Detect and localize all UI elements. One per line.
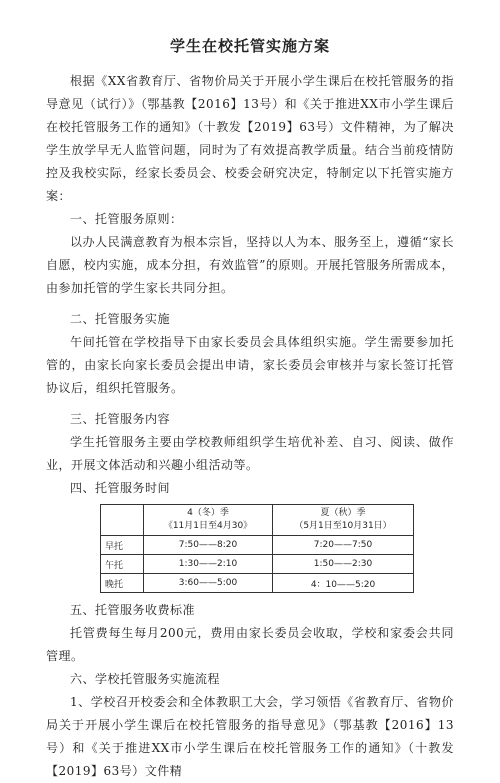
noon-winter-time: 1:30——2:10 bbox=[144, 555, 273, 574]
winter-title: 4（冬）季 bbox=[187, 508, 229, 518]
section-heading-1: 一、托管服务原则： bbox=[70, 212, 183, 226]
evening-summer-time: 4：10——5:20 bbox=[273, 574, 414, 593]
summer-title: 夏（秋）季 bbox=[320, 508, 366, 518]
schedule-table bbox=[100, 504, 414, 593]
morning-summer-time: 7:20——7:50 bbox=[273, 536, 414, 555]
schedule-col-summer bbox=[273, 505, 414, 536]
row-label-noon: 午托 bbox=[101, 555, 144, 574]
process-heading: 六、学校托管服务实施流程 bbox=[70, 672, 221, 686]
evening-winter-time: 3:60——5:00 bbox=[144, 574, 273, 593]
section-body-3: 学生托管服务主要由学校教师组织学生培优补差、自习、阅读、做作业，开展文体活动和兴趣小组活动等。 bbox=[46, 435, 454, 472]
table-row bbox=[101, 555, 414, 574]
table-row bbox=[101, 536, 414, 555]
row-label-morning: 早托 bbox=[101, 536, 144, 555]
noon-summer-time: 1:50——2:30 bbox=[273, 555, 414, 574]
section-heading-4: 四、托管服务时间 bbox=[70, 481, 171, 495]
fee-body: 托管费每生每月200元，费用由家长委员会收取，学校和家委会共同管理。 bbox=[46, 626, 454, 663]
summer-range: （5月1日至10月31日） bbox=[294, 521, 392, 531]
table-row bbox=[101, 574, 414, 593]
page-title: 学生在校托管实施方案 bbox=[169, 37, 330, 55]
section-body-1: 以办人民满意教育为根本宗旨，坚持以人为本、服务至上，遵循“家长自愿，校内实施，成本分担，有效监管”的原则。开展托管服务所需成本，由参加托管的学生家长共同分担。 bbox=[46, 235, 454, 295]
schedule-header-row bbox=[101, 505, 414, 536]
morning-winter-time: 7:50——8:20 bbox=[144, 536, 273, 555]
section-heading-3: 三、托管服务内容 bbox=[70, 412, 171, 426]
schedule-col-winter bbox=[144, 505, 273, 536]
row-label-evening: 晚托 bbox=[101, 574, 144, 593]
section-heading-2: 二、托管服务实施 bbox=[70, 312, 171, 326]
intro-paragraph: 根据《XX省教育厅、省物价局关于开展小学生课后在校托管服务的指导意见（试行）》（鄂基教【2016】13号）和《关于推进XX市小学生课后在校托管服务工作的通知》（十教发【2019】63号）文件精神，为了解决学生放学早无人监管问题，同时为了有效提高教学质量。结合当前疫情防控及我校实际，经家长委员会、校委会研究决定，特制定以下托管实施方案： bbox=[46, 74, 454, 203]
schedule-corner-cell bbox=[101, 505, 144, 536]
section-body-2: 午间托管在学校指导下由家长委员会具体组织实施。学生需要参加托管的，由家长向家长委员会提出申请，家长委员会审核并与家长签订托管协议后，组织托管服务。 bbox=[46, 335, 454, 395]
winter-range: 《11月1日至4月30》 bbox=[163, 521, 253, 531]
process-body: 1、学校召开校委会和全体教职工大会，学习领悟《省教育厅、省物价局关于开展小学生课后在校托管服务的指导意见》（鄂基教【2016】13号）和《关于推进XX市小学生课后在校托管服务工作的通知》（十教发【2019】63号）文件精 bbox=[46, 695, 454, 778]
fee-heading: 五、托管服务收费标准 bbox=[70, 603, 196, 617]
